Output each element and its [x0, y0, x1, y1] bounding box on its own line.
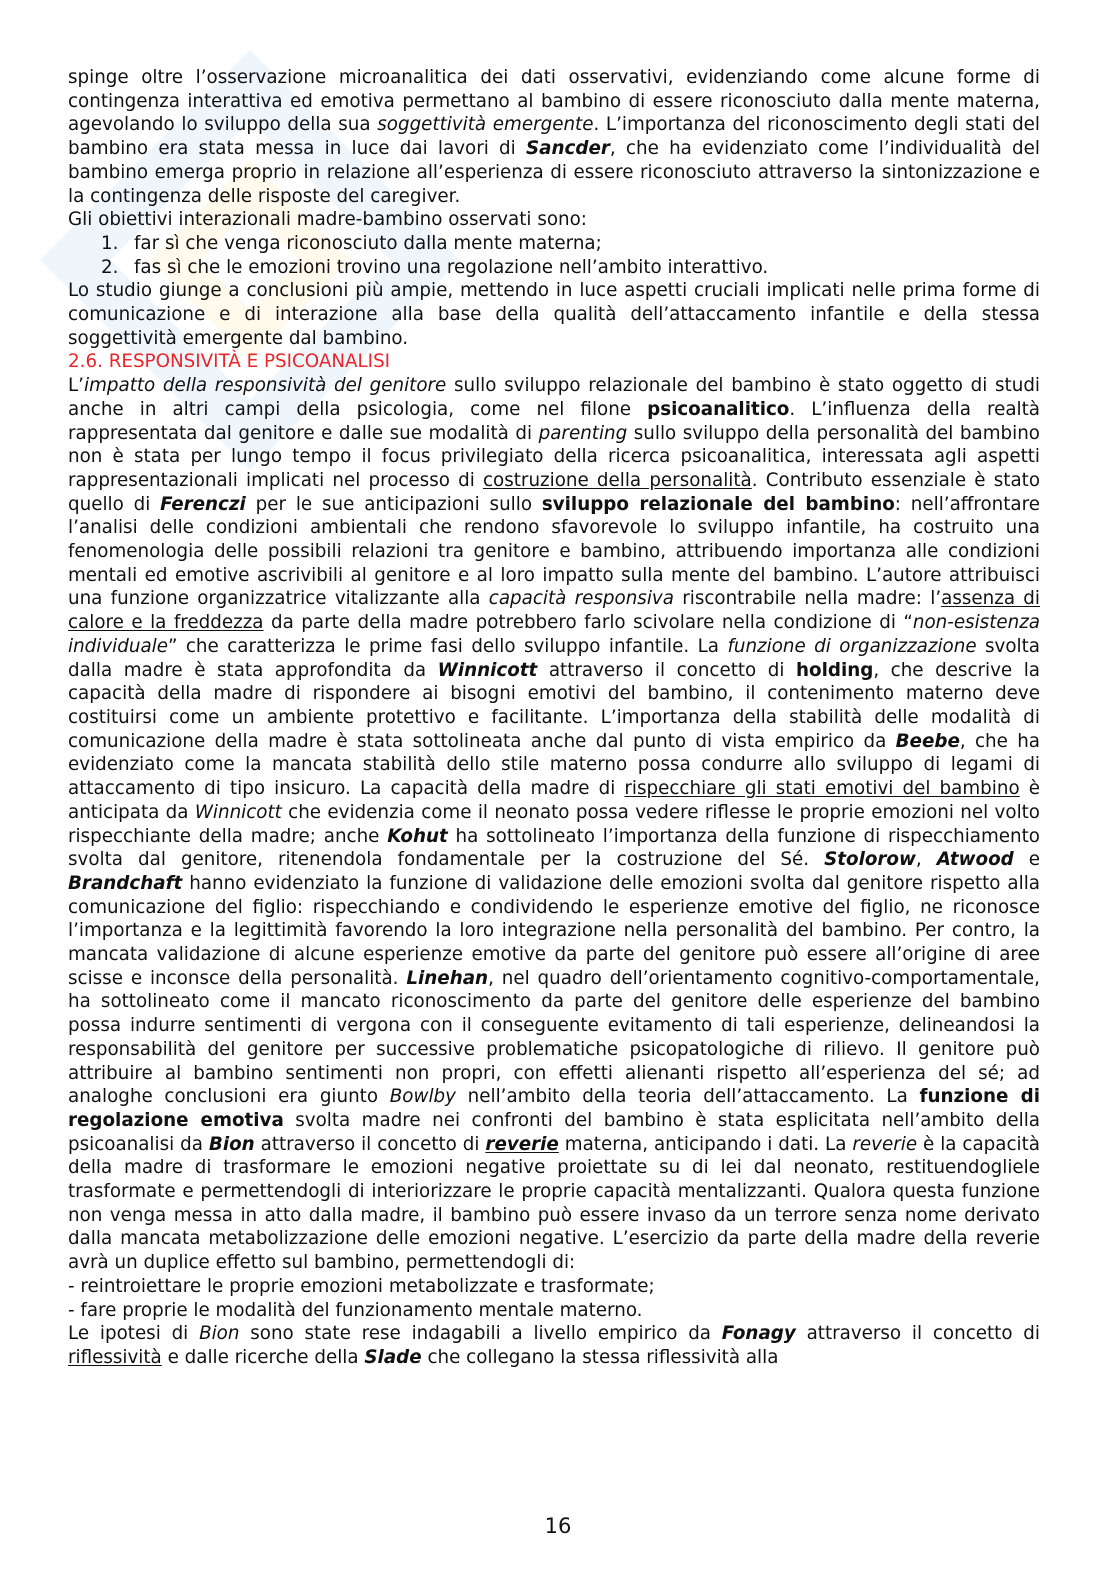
list-item — [68, 232, 1040, 256]
paragraph-intro — [68, 66, 1040, 208]
text-span: da parte della madre potrebbero farlo scivolare nella condizione di “ — [263, 612, 913, 634]
author-name: Fonagy — [721, 1323, 796, 1345]
bold-term: funzione di regolazione emotiva — [68, 1086, 1040, 1131]
text-span: Le ipotesi di — [68, 1323, 200, 1345]
author-name: Brandchaft — [68, 872, 183, 894]
dash-item: - reintroiettare le proprie emozioni metabolizzate e trasformate; — [68, 1275, 655, 1297]
italic-term: capacità responsiva — [488, 588, 674, 610]
italic-term: funzione di organizzazione — [727, 635, 977, 657]
list-number: 2. — [101, 256, 119, 278]
text-span: . L’influenza della realtà rappresentata dal genitore e dalle sue modalità di — [68, 398, 1040, 444]
page-number: 16 — [544, 1514, 572, 1538]
section-heading: 2.6. RESPONSIVITÀ E PSICOANALISI — [68, 351, 391, 373]
bold-term: holding — [796, 659, 874, 681]
italic-term: parenting — [538, 422, 628, 444]
text-span: sullo sviluppo relazionale del bambino è stato oggetto di studi anche in altri campi della psicologia, come nel filone — [68, 375, 1040, 420]
text-span: che collegano la stessa riflessività alla — [421, 1346, 779, 1368]
text-span: è anticipata da — [68, 778, 1040, 823]
italic-term: reverie — [852, 1133, 918, 1155]
text-span: ha sottolineato l’importanza della funzione di rispecchiamento svolta dal genitore, ritenendola fondamentale per la costruzione del Sé. — [68, 825, 1040, 871]
author-name: Linehan — [406, 967, 489, 989]
text-span: attraverso il concetto di — [537, 659, 797, 681]
text-span: attraverso il concetto di — [254, 1133, 486, 1155]
italic-term: Bowlby — [389, 1086, 456, 1108]
dash-item: - fare proprie le modalità del funzionamento mentale materno. — [68, 1299, 643, 1321]
author-name: Winnicott — [437, 659, 538, 681]
text-span: , nel quadro dell’orientamento cognitivo-comportamentale, ha sottolineato come il mancato riconoscimento da parte del genitore delle esperienze del bambino possa indurre sentimenti di vergona con il conseguente evitamento di tali esperienze, delineandosi la responsabilità del genitore per successive problematiche psicopatologiche di rilievo. Il genitore può attribuire al bambino sentimenti non propri, con effetti alienanti rispetto all’esperienza del sé; ad analoghe conclusioni era giunto — [68, 967, 1040, 1108]
text-span: sono state rese indagabili a livello empirico da — [239, 1323, 722, 1345]
text-span: , — [915, 849, 937, 871]
author-name: Ferenczi — [160, 493, 246, 515]
author-name: Beebe — [895, 730, 960, 752]
text-span: per le sue anticipazioni sullo — [245, 493, 542, 515]
author-name: Bion — [208, 1133, 255, 1155]
text-span: svolta madre nei confronti del bambino è stata esplicitata nell’ambito della psicoanalisi da — [68, 1109, 1040, 1155]
text-span: svolta dalla madre è stata approfondita da — [68, 635, 1040, 681]
author-name: Atwood — [936, 849, 1014, 871]
list-text: fas sì che le emozioni trovino una regolazione nell’ambito interattivo. — [134, 256, 769, 278]
document-body — [68, 66, 1040, 1370]
text-span: . L’importanza del riconoscimento degli stati del bambino era stata messa in luce dai lavori di — [68, 114, 1040, 160]
italic-term: non-esistenza individuale — [68, 612, 1040, 657]
text-span: spinge oltre l’osservazione microanalitica dei dati osservativi, evidenziando come alcune forme di contingenza interattiva ed emotiva permettano al bambino di essere riconosciuto dalla mente materna, agevolando lo sviluppo della sua — [68, 67, 1040, 136]
text-span: e dalle ricerche della — [161, 1346, 365, 1368]
text-span: L’ — [68, 375, 84, 397]
text-span: , che ha evidenziato come la mancata stabilità dello stile materno possa condurre allo sviluppo di legami di attaccamento di tipo insicuro. La capacità della madre di — [68, 730, 1040, 800]
list-item — [68, 256, 1040, 280]
bold-term: psicoanalitico — [647, 398, 790, 420]
paragraph-conclusion: Lo studio giunge a conclusioni più ampie, mettendo in luce aspetti cruciali implicati nelle prima forme di comunicazione e di interazione alla base della qualità dell’attaccamento infantile e della stessa soggettività emergente dal bambino. — [68, 280, 1040, 349]
italic-term: impatto della responsività del genitore — [84, 375, 447, 397]
text-span: riscontrabile nella madre: l’ — [673, 588, 942, 610]
underlined-term: costruzione della personalità — [483, 469, 752, 491]
text-span: . Contributo essenziale è stato quello di — [68, 469, 1041, 515]
underlined-term: rispecchiare gli stati emotivi del bambino — [624, 778, 1020, 800]
text-span: , che ha evidenziato come l’individualità del bambino emerga proprio in relazione all’esperienza di essere riconosciuto attraverso la sintonizzazione e la contingenza delle risposte del caregiver. — [68, 138, 1040, 207]
text-span: attraverso il concetto di — [795, 1323, 1040, 1345]
text-span: hanno evidenziato la funzione di validazione delle emozioni svolta dal genitore rispetto alla comunicazione del figlio: rispecchiando e condividendo le esperienze emotive del figlio, ne riconosce l’importanza e la legittimità favorendo la loro integrazione nella personalità del bambino. Per contro, la mancata validazione di alcune esperienze emotive da parte del genitore può essere all’origine di aree scisse e inconsce della personalità. — [68, 872, 1040, 989]
text-span: e — [1013, 849, 1041, 871]
list-number: 1. — [101, 232, 119, 254]
paragraph-objectives: Gli obiettivi interazionali madre-bambino osservati sono: — [68, 209, 587, 231]
italic-term: Bion — [199, 1323, 240, 1345]
text-span: che evidenzia come il neonato possa vedere riflesse le proprie emozioni nel volto rispecchiante della madre; anche — [68, 801, 1040, 847]
text-span: materna, anticipando i dati. La — [558, 1133, 853, 1155]
text-span: , che descrive la capacità della madre di rispondere ai bisogni emotivi del bambino, il contenimento materno deve costituirsi come un ambiente protettivo e facilitante. L’importanza della stabilità delle modalità di comunicazione della madre è stata sottolineata anche dal punto di vista empirico da — [68, 659, 1040, 752]
text-span: è la capacità della madre di trasformare le emozioni negative proiettate su di lei dal neonato, restituendogliele trasformate e permettendogli di interiorizzare le proprie capacità mentalizzanti. Qualora questa funzione non venga messa in atto dalla madre, il bambino può essere invaso da un terrore senza nome derivato dalla mancata metabolizzazione delle emozioni negative. L’esercizio da parte della madre della reverie avrà un duplice effetto sul bambino, permettendogli di: — [68, 1133, 1040, 1274]
italic-term: Winnicott — [194, 801, 282, 823]
author-name: Slade — [364, 1346, 422, 1368]
author-name: Stolorow — [824, 849, 916, 871]
paragraph-last — [68, 1322, 1040, 1369]
underlined-term: assenza di calore e la freddezza — [68, 588, 1040, 634]
paragraph-main — [68, 374, 1040, 1275]
text-span: nell’ambito della teoria dell’attaccamento. La — [455, 1086, 920, 1108]
underlined-term: riflessività — [68, 1346, 162, 1368]
text-span: : nell’affrontare l’analisi delle condizioni ambientali che rendono sfavorevole lo sviluppo infantile, ha costruito una fenomenologia delle possibili relazioni tra genitore e bambino, attribuendo importanza alle condizioni mentali ed emotive ascrivibili al genitore e al loro impatto sulla mente del bambino. L’autore attribuisci una funzione organizzatrice vitalizzante alla — [68, 493, 1040, 610]
author-name: Sancder — [526, 138, 610, 160]
text-span: sullo sviluppo della personalità del bambino non è stata per lungo tempo il focus privilegiato della ricerca psicoanalitica, interessata agli aspetti rappresentazionali implicati nel processo di — [68, 422, 1040, 491]
text-span: ” che caratterizza le prime fasi dello sviluppo infantile. La — [167, 635, 728, 657]
bold-term: sviluppo relazionale del bambino — [541, 493, 895, 515]
list-text: far sì che venga riconosciuto dalla mente materna; — [134, 232, 602, 254]
author-name: Kohut — [387, 825, 448, 847]
underlined-term: reverie — [485, 1133, 559, 1155]
italic-term: soggettività emergente — [377, 114, 594, 136]
